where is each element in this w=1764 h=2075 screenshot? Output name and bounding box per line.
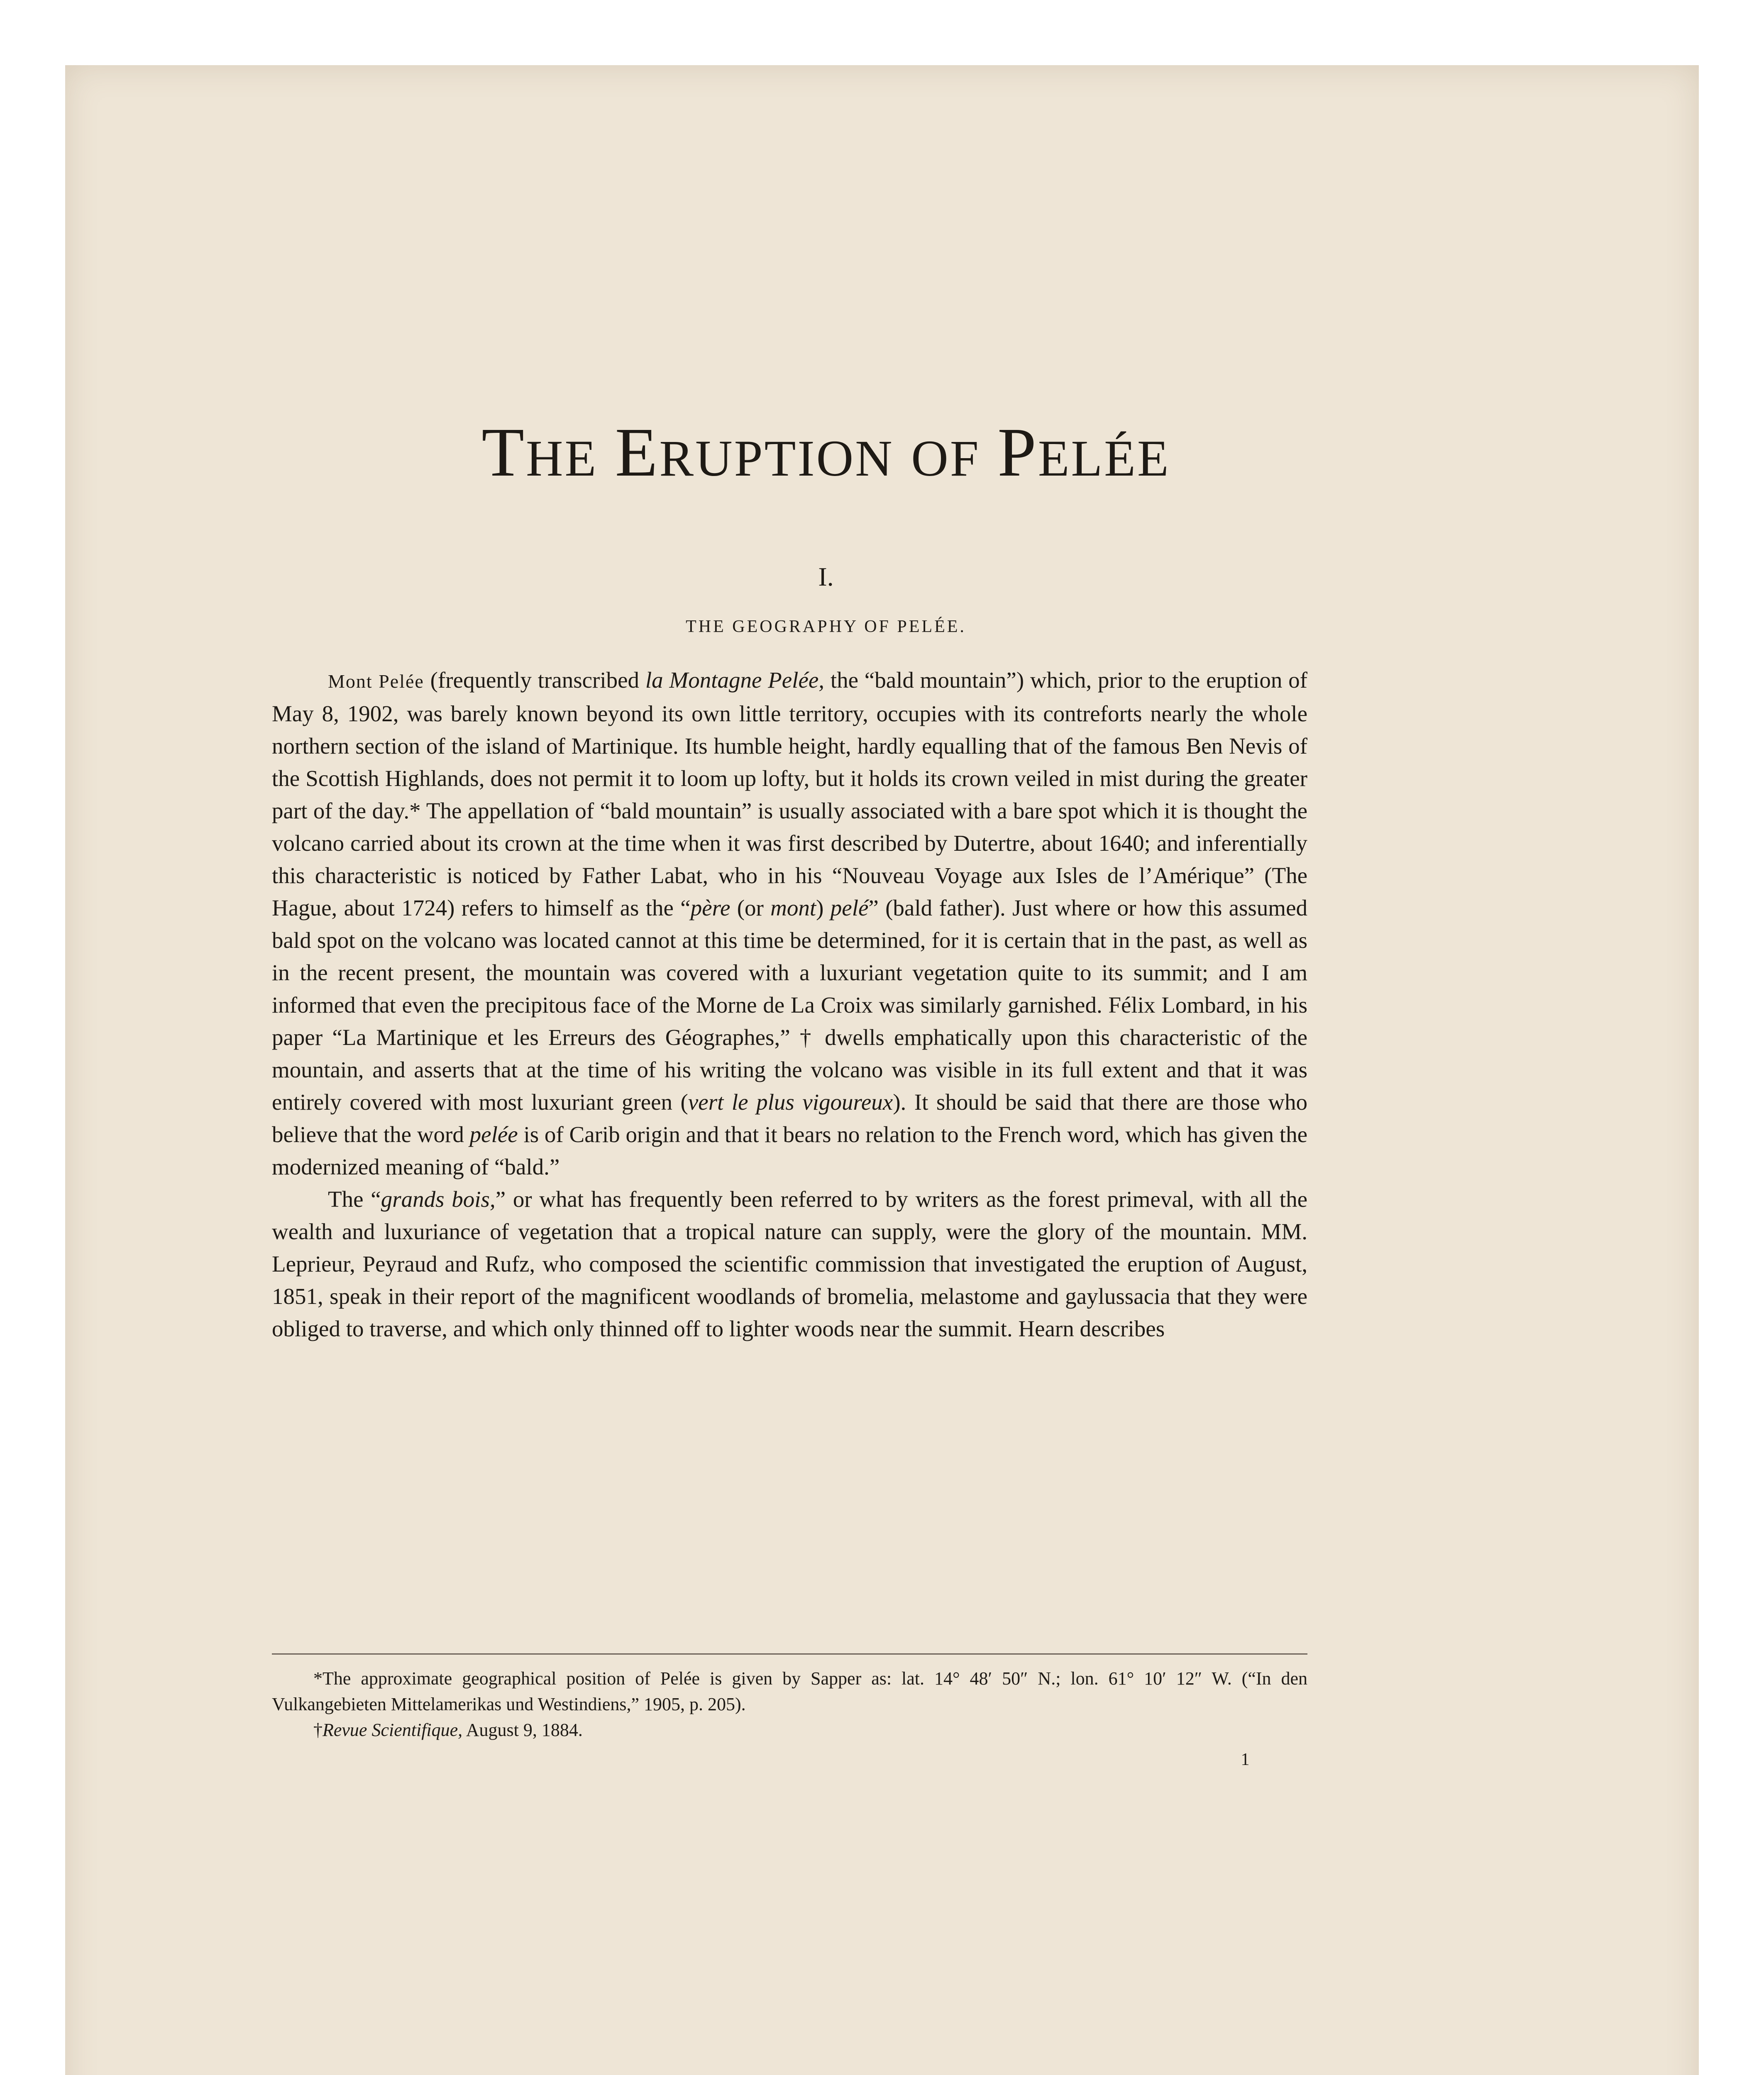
title-word-pelee-rest: ELÉE: [1038, 430, 1170, 487]
section-number: I.: [818, 562, 834, 591]
paragraph-2-italic-grands-bois: grands bois,: [381, 1186, 496, 1212]
footnote-2-source: Revue Scientifique,: [323, 1720, 463, 1740]
paragraph-1: [272, 664, 1307, 1183]
body-text: [272, 664, 1307, 1345]
paragraph-1-italic-vert: vert le plus vigoureux: [688, 1089, 893, 1115]
title-word-eruption-initial: E: [615, 414, 660, 491]
footnote-2-mark: †: [313, 1720, 323, 1740]
footnote-1: *The approximate geographical position of Pelée is given by Sapper as: lat. 14° 48′ 50″ N.; lon. 61° 10′ 12″ W. (“In den Vulkangebieten Mittelamerikas und Westindiens,” 1905, p. 205).: [272, 1668, 1307, 1714]
title-word-of: OF: [911, 430, 980, 487]
paragraph-1-lead: Mont Pelée: [328, 671, 424, 692]
paragraph-1-italic-pelee: pelée: [469, 1122, 518, 1147]
footnotes: [272, 1666, 1307, 1743]
paragraph-2: [272, 1183, 1307, 1345]
paragraph-1-text-g: is of Carib origin and that it bears no relation to the French word, which has given the modernized meaning of “bald.”: [272, 1122, 1307, 1179]
footnote-2: [272, 1717, 1307, 1743]
paragraph-1-italic-montagne: la Montagne Pelée,: [645, 667, 825, 693]
paragraph-1-italic-pele: pelé: [830, 895, 869, 920]
paragraph-2-text-b: ” or what has frequently been referred to by writers as the forest primeval, with all the wealth and luxuriance of vegetation that a tropical nature can supply, were the glory of the mountain. MM. Leprieur, Peyraud and Rufz, who composed the scientific commission that investigated the eruption of August, 1851, speak in their report of the magnificent woodlands of bromelia, melastome and gaylussacia that they were obliged to traverse, and which only thinned off to lighter woods near the summit. Hearn describes: [272, 1186, 1307, 1341]
title-word-eruption-rest: RUPTION: [659, 430, 894, 487]
paragraph-2-text-a: The “: [328, 1186, 381, 1212]
paragraph-1-text-e: ” (bald father). Just where or how this assumed bald spot on the volcano was located cannot at this time be determined, for it is certain that in the past, as well as in the recent present, the mountain was covered with a luxuriant vegetation quite to its summit; and I am informed that even the precipitous face of the Morne de La Croix was similarly garnished. Félix Lombard, in his paper “La Martinique et les Erreurs des Géographes,” † dwells emphatically upon this characteristic of the mountain, and asserts that at the time of his writing the volcano was visible in its full extent and that it was entirely covered with most luxuriant green (: [272, 895, 1307, 1115]
section-heading: THE GEOGRAPHY OF PELÉE.: [686, 617, 966, 636]
paragraph-1-italic-pere: père: [690, 895, 731, 920]
page-title: [415, 415, 1237, 496]
title-word-pelee-initial: P: [997, 414, 1038, 491]
paragraph-1-text-a: (frequently transcribed: [424, 667, 645, 693]
paragraph-1-text-b: the “bald mountain”) which, prior to the eruption of May 8, 1902, was barely known beyond its own little territory, occupies with its contreforts nearly the whole northern section of the island of Martinique. Its humble height, hardly equalling that of the famous Ben Nevis of the Scottish Highlands, does not permit it to loom up lofty, but it holds its crown veiled in mist during the greater part of the day.* The appellation of “bald mountain” is usually associated with a bare spot which it is thought the volcano carried about its crown at the time when it was first described by Dutertre, about 1640; and inferentially this characteristic is noticed by Father Labat, who in his “Nouveau Voyage aux Isles de l’Amérique” (The Hague, about 1724) refers to himself as the “: [272, 667, 1307, 920]
paragraph-1-text-c: (or: [730, 895, 771, 920]
paragraph-1-italic-mont: mont: [770, 895, 816, 920]
title-word-the-rest: HE: [525, 430, 598, 487]
paragraph-1-text-d: ): [816, 895, 831, 920]
footnote-divider: [272, 1653, 1307, 1655]
title-word-the-initial: T: [481, 414, 526, 491]
paragraph-1-text-f: ). It should be said that there are those who believe that the word: [272, 1089, 1307, 1147]
footnote-2-date: August 9, 1884.: [462, 1720, 583, 1740]
page-number: 1: [1241, 1750, 1250, 1769]
